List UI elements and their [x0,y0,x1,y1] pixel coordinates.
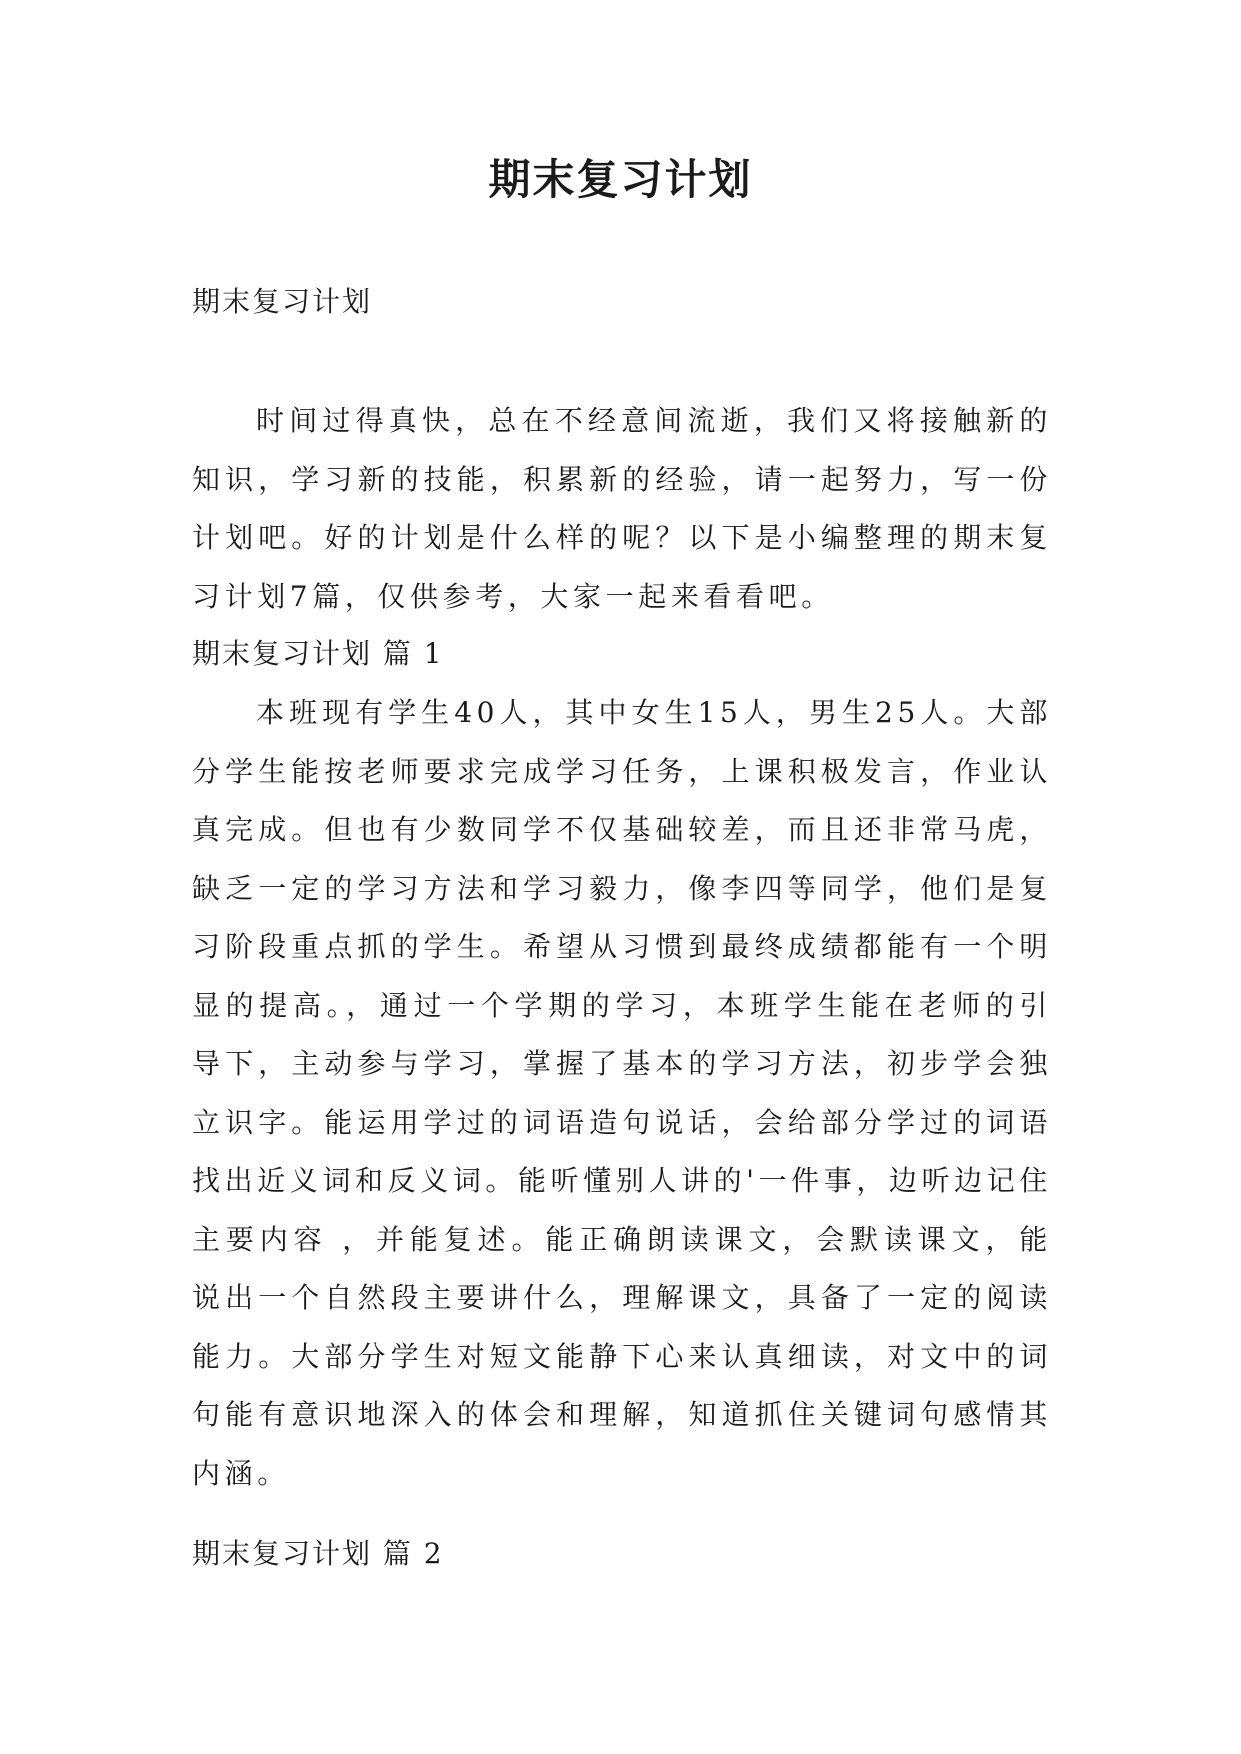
section-heading: 期末复习计划 篇 2 [192,1537,444,1570]
document-subtitle: 期末复习计划 [192,285,373,318]
document-title: 期末复习计划 [488,155,753,204]
section-heading: 期末复习计划 篇 1 [192,637,444,670]
intro-paragraph: 时间过得真快，总在不经意间流逝，我们又将接触新的知识，学习新的技能，积累新的经验，请一起努力，写一份计划吧。好的计划是什么样的呢？以下是小编整理的期末复习计划7篇，仅供参考，大家一起来看看吧。 [192,404,1052,613]
section-paragraph: 本班现有学生40人，其中女生15人，男生25人。大部分学生能按老师要求完成学习任务，上课积极发言，作业认真完成。但也有少数同学不仅基础较差，而且还非常马虎，缺乏一定的学习方法和学习毅力，像李四等同学，他们是复习阶段重点抓的学生。希望从习惯到最终成绩都能有一个明显的提高。，通过一个学期的学习，本班学生能在老师的引导下，主动参与学习，掌握了基本的学习方法，初步学会独立识字。能运用学过的词语造句说话，会给部分学过的词语找出近义词和反义词。能听懂别人讲的'一件事，边听边记住主要内容 ，并能复述。能正确朗读课文，会默读课文，能说出一个自然段主要讲什么，理解课文，具备了一定的阅读能力。大部分学生对短文能静下心来认真细读，对文中的词句能有意识地深入的体会和理解，知道抓住关键词句感情其内涵。 [192,696,1052,1490]
